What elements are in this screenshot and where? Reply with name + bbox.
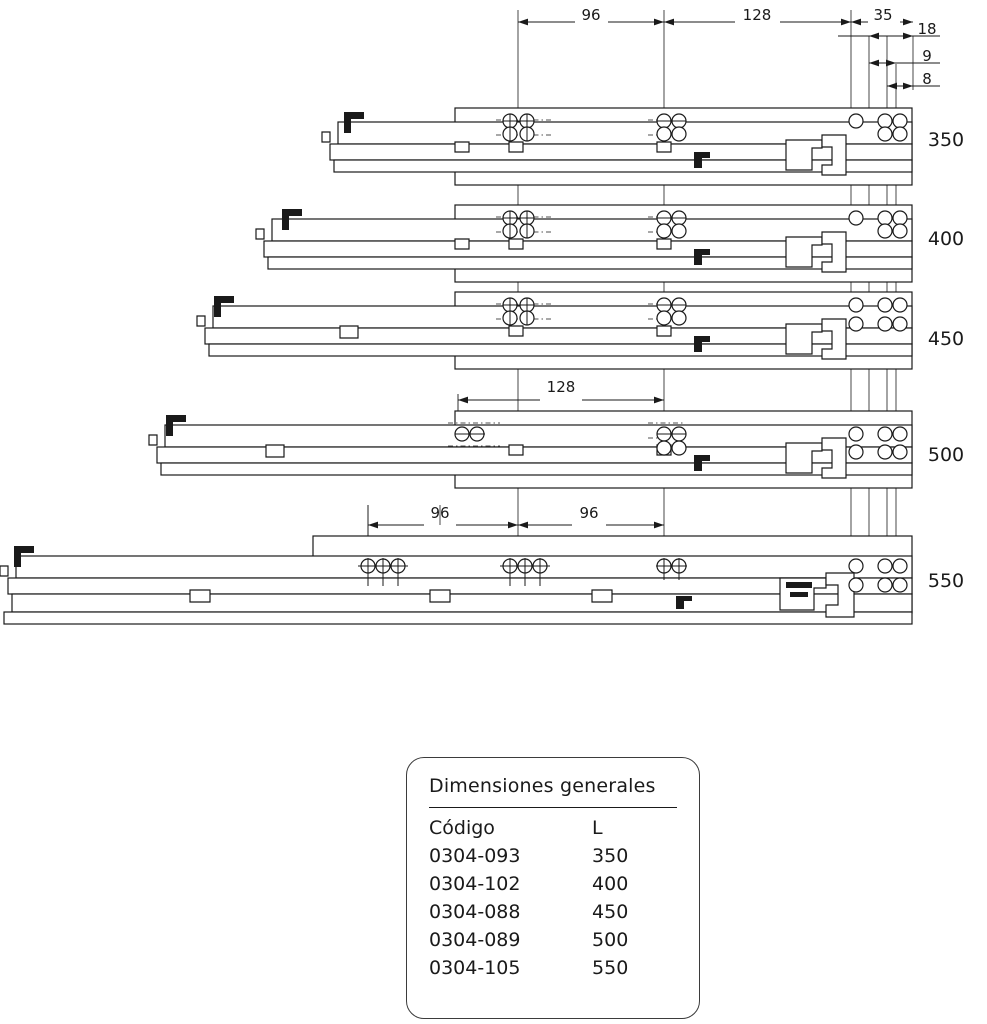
column-header-l: L — [592, 817, 603, 839]
length-label-400: 400 — [927, 228, 965, 250]
cell-length: 350 — [592, 845, 629, 867]
dimension-128-top: 128 — [742, 6, 772, 24]
slide-assembly-350 — [322, 108, 912, 185]
length-label-450: 450 — [927, 328, 965, 350]
dimension-18: 18 — [917, 20, 937, 38]
length-label-350: 350 — [927, 129, 965, 151]
cell-codigo: 0304-093 — [429, 845, 521, 867]
table-row — [407, 870, 699, 898]
legend-title: Dimensiones generales — [429, 775, 656, 797]
dimension-8: 8 — [922, 70, 932, 88]
length-label-550: 550 — [927, 570, 965, 592]
length-label-500: 500 — [927, 444, 965, 466]
dimension-96-top: 96 — [581, 6, 601, 24]
cell-length: 500 — [592, 929, 629, 951]
slide-assembly-400 — [256, 205, 912, 282]
column-header-codigo: Código — [429, 817, 495, 839]
cell-codigo: 0304-102 — [429, 873, 521, 895]
table-header-row — [407, 814, 699, 842]
slide-assembly-550 — [0, 536, 912, 624]
table-row — [407, 842, 699, 870]
dimensions-legend-card — [406, 757, 700, 1019]
cell-length: 450 — [592, 901, 629, 923]
cell-length: 550 — [592, 957, 629, 979]
dimension-arrowheads-small — [869, 33, 913, 90]
legend-divider — [429, 807, 677, 808]
dimension-96-right: 96 — [579, 504, 599, 522]
legend-table — [407, 814, 699, 982]
cell-codigo: 0304-089 — [429, 929, 521, 951]
dimension-35-top: 35 — [873, 6, 893, 24]
dimension-128-mid: 128 — [546, 378, 576, 396]
table-row — [407, 898, 699, 926]
cell-codigo: 0304-088 — [429, 901, 521, 923]
cell-length: 400 — [592, 873, 629, 895]
dimension-96-left: 96 — [430, 504, 450, 522]
table-row — [407, 926, 699, 954]
table-row — [407, 954, 699, 982]
slide-assembly-450 — [197, 292, 912, 369]
slide-assembly-500 — [149, 411, 912, 488]
dimension-9: 9 — [922, 47, 932, 65]
cell-codigo: 0304-105 — [429, 957, 521, 979]
